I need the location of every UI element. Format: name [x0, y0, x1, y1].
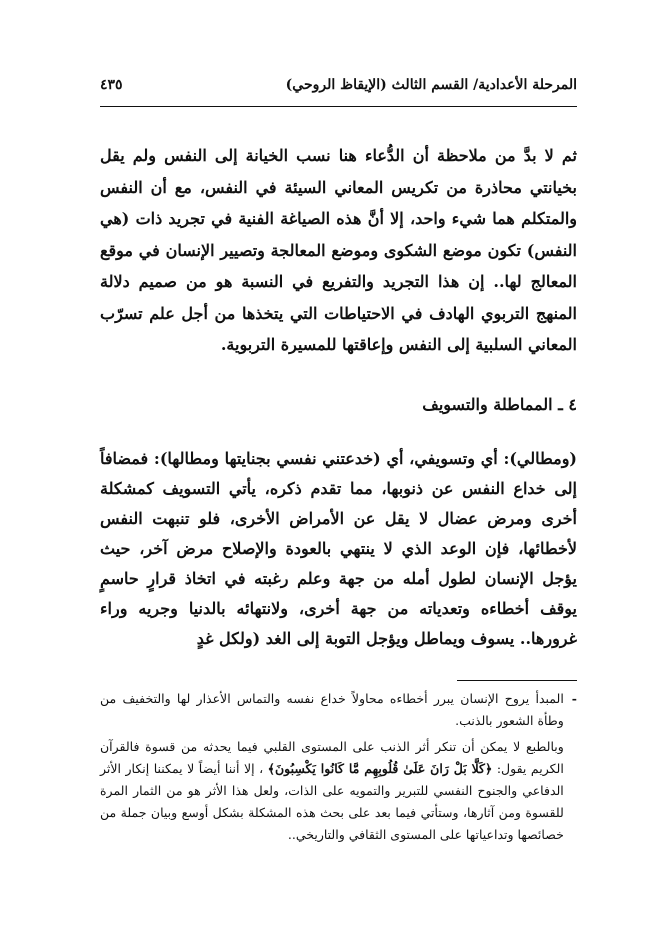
running-title: المرحلة الأعدادية/ القسم الثالث (الإيقاظ الروحي) — [285, 77, 577, 93]
running-header — [100, 72, 577, 98]
section-heading: ٤ ـ المماطلة والتسويف — [422, 395, 577, 414]
paragraph-1-text: ثم لا بدَّ من ملاحظة أن الدُّعاء هنا نسب الخيانة إلى النفس ولم يقل بخيانتي محاذرة من تكريس المعاني السيئة في النفس، مع أن النفس والمتكلم هما شيء واحد، إلا أنَّ هذه الصياغة الفنية في تجريد ذات (هي النفس) تكون موضع الشكوى وموضع المعالجة وتصيير الإنسان في موقع المعالج لها.. إن هذا التجريد والتفريع في النسبة هو من صميم دلالة المنهج التربوي الهادف في الاحتياطات التي يتخذها من أجل علم تسرّب المعاني السلبية إلى النفس وإعاقتها للمسيرة التربوية. — [100, 146, 578, 354]
paragraph-2-text: (ومطالي): أي وتسويفي، أي (خدعتني نفسي بجنايتها ومطالها): فمضافاً إلى خداع النفس عن ذنوبها، مما تقدم ذكره، يأتي التسويف كمشكلة أخرى ومرض عضال لا يقل عن الأمراض الأخرى، فلو تنبهت النفس لأخطائها، فإن الوعد الذي لا ينتهي بالعودة والإصلاح مرض آخر، حيث يؤجل الإنسان لطول أمله من جهة وعلم رغبته في اتخاذ قرارٍ حاسمٍ يوقف أخطاءه وتعدياته من جهة أخرى، ولانتهائه بالدنيا وجريه وراء غرورها.. يسوف ويماطل ويؤجل التوبة إلى الغد (ولكل غدٍ — [100, 449, 578, 648]
header-divider — [100, 106, 577, 107]
quran-verse: ﴿كَلَّا بَلْ رَانَ عَلَىٰ قُلُوبِهِم مَّا كَانُوا يَكْسِبُونَ﴾ — [267, 761, 493, 776]
footnote-line-2 — [100, 736, 564, 846]
body-paragraph-1 — [100, 140, 577, 361]
footnote-block — [100, 688, 577, 846]
footnote-divider — [457, 680, 577, 681]
footnote — [100, 688, 577, 846]
footnote-text — [100, 688, 564, 846]
page-number: ٤٣٥ — [100, 77, 123, 93]
footnote-line-2-after: ، إلا أننا أيضاً لا يمكننا إنكار الأثر الدفاعي والجنوح النفسي للتبرير والتمويه على الذات، ولعل هذا الأثر هو من الثمار المرة للقسوة ومن آثارها، وستأتي فيما بعد على بحث هذه المشكلة بشكل أوسع وبيان جملة من خصائصها وتداعياتها على المستوى الثقافي والتاريخي.. — [100, 761, 564, 842]
body-paragraph-2 — [100, 444, 577, 654]
footnote-line-1: المبدأ يروح الإنسان يبرر أخطاءه محاولاً خداع نفسه والتماس الأعذار لها والتخفيف من وطأة الشعور بالذنب. — [100, 691, 564, 728]
footnote-line-2-before: وبالطبع لا يمكن أن تنكر أثر الذنب على المستوى القلبي فيما يحدثه من قسوة فالقرآن الكريم يقول: — [100, 739, 564, 776]
footnote-marker: - — [571, 691, 577, 706]
